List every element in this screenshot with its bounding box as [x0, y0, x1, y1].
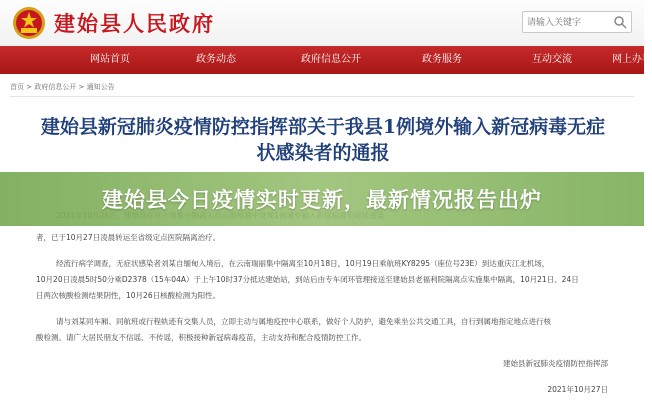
- publish-date: 2021年10月27日: [547, 385, 608, 394]
- search-input[interactable]: [527, 14, 607, 30]
- nav-item-info-disclosure[interactable]: 政府信息公开: [301, 54, 361, 65]
- article-title-line1: 建始县新冠肺炎疫情防控指挥部关于我县1例境外输入新冠病毒无症: [40, 116, 606, 138]
- paragraph-3-line2: 酸检测。请广大居民朋友不信谣、不传谣，积极接种新冠病毒疫苗，主动支持和配合疫情防控工作。: [36, 333, 366, 342]
- nav-item-news[interactable]: 政务动态: [196, 54, 236, 65]
- search-icon[interactable]: [613, 15, 627, 29]
- paragraph-2-line3: 日两次核酸检测结果阴性，10月26日核酸检测为阳性。: [36, 291, 221, 300]
- main-nav: [0, 46, 652, 74]
- paragraph-1: 者，已于10月27日凌晨转运至省级定点医院隔离治疗。: [36, 233, 221, 242]
- nav-item-interaction[interactable]: 互动交流: [532, 54, 572, 65]
- paragraph-2-line2: 10月20日凌晨5时50分乘D2378（15车04A）于上午10时37分抵达建始站，到站后由专车闭环管理接送至建始县老福利院隔离点实施集中隔离，10月21日、24日: [36, 275, 579, 284]
- site-header: [0, 0, 644, 46]
- nav-item-services[interactable]: 政务服务: [422, 54, 462, 65]
- nav-item-online-service[interactable]: 网上办事: [612, 54, 652, 65]
- article-title: [40, 114, 606, 166]
- article-title-line2: 状感染者的通报: [256, 142, 390, 164]
- site-title[interactable]: 建始县人民政府: [54, 11, 215, 36]
- paragraph-2-line1: 经流行病学调查，无症状感染者刘某自缅甸入境后，在云南瑞丽集中隔离至10月18日，10月19日乘航班KY8295（座位号23E）到达重庆江北机场，: [56, 259, 550, 268]
- paragraph-3-line1: 请与刘某同车厢、同航班或行程轨迹有交集人员，立即主动与属地疫控中心联系，做好个人防护，避免乘坐公共交通工具，自行到属地指定地点进行核: [56, 317, 551, 326]
- nav-item-home[interactable]: 网站首页: [90, 54, 130, 65]
- breadcrumb[interactable]: 首页 > 政府信息公开 > 通知公告: [10, 83, 115, 91]
- search-box: [522, 11, 632, 33]
- headline-banner-text: 建始县今日疫情实时更新，最新情况报告出炉: [102, 188, 542, 212]
- national-emblem-icon: [12, 6, 46, 40]
- divider: [10, 96, 634, 97]
- signature: 建始县新冠肺炎疫情防控指挥部: [503, 359, 608, 368]
